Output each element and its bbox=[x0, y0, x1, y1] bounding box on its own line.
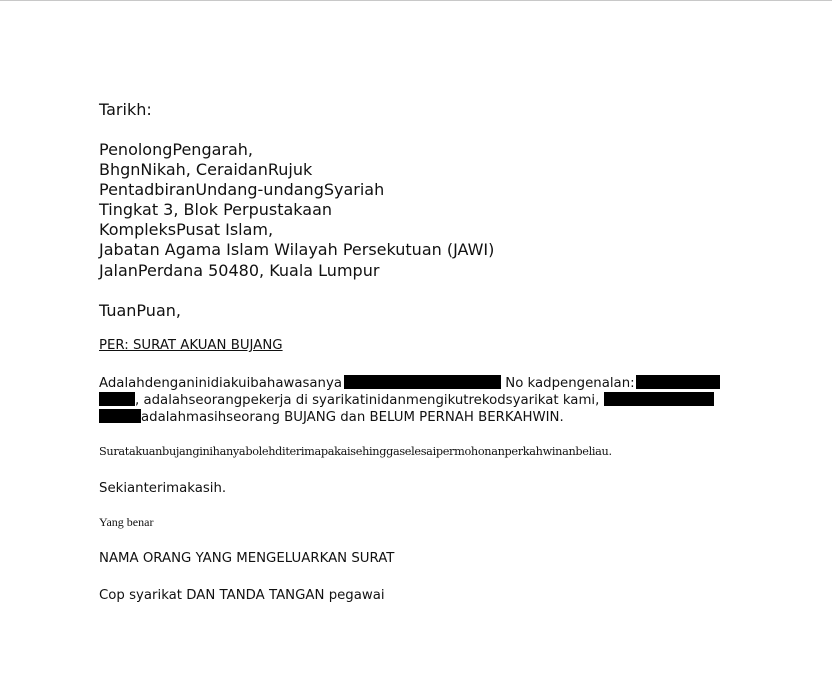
declaration-line-3 bbox=[99, 409, 564, 425]
subject-line: PER: SURAT AKUAN BUJANG bbox=[99, 338, 283, 353]
signer-name: NAMA ORANG YANG MENGELUARKAN SURAT bbox=[99, 551, 395, 566]
recipient-line: PentadbiranUndang-undangSyariah bbox=[99, 180, 385, 199]
validity-note: Suratakuanbujanginihanyabolehditerimapakaisehinggaselesaipermohonanperkahwinanbeliau. bbox=[99, 445, 612, 458]
sign-off: Yang benar bbox=[99, 515, 154, 529]
redacted-employee-name bbox=[604, 392, 714, 406]
employment-text: , adalahseorangpekerja di syarikatinidanmengikutrekodsyarikat kami, bbox=[135, 393, 604, 408]
redacted-ic-number bbox=[636, 375, 720, 389]
redacted-employee-name-cont bbox=[99, 409, 141, 423]
closing: Sekianterimakasih. bbox=[99, 481, 227, 496]
recipient-line: Tingkat 3, Blok Perpustakaan bbox=[99, 200, 333, 219]
declaration-text: Adalahdenganinidiakuibahawasanya bbox=[99, 376, 343, 391]
declaration-line-1 bbox=[99, 375, 720, 391]
recipient-line: PenolongPengarah, bbox=[99, 140, 254, 159]
recipient-line: KompleksPusat Islam, bbox=[99, 220, 274, 239]
declaration-line-2 bbox=[99, 392, 714, 408]
redacted-name bbox=[344, 375, 501, 389]
date-label: Tarikh: bbox=[99, 100, 152, 119]
redacted-ic-number-cont bbox=[99, 392, 135, 406]
page-top-border bbox=[0, 0, 832, 1]
recipient-line: JalanPerdana 50480, Kuala Lumpur bbox=[99, 261, 380, 280]
marital-status-text: adalahmasihseorang BUJANG dan BELUM PERNAH BERKAHWIN. bbox=[141, 410, 564, 425]
stamp-signature-line: Cop syarikat DAN TANDA TANGAN pegawai bbox=[99, 588, 385, 603]
ic-label: No kadpengenalan: bbox=[501, 376, 635, 391]
salutation: TuanPuan, bbox=[99, 301, 181, 320]
recipient-line: Jabatan Agama Islam Wilayah Persekutuan (JAWI) bbox=[99, 240, 495, 259]
recipient-line: BhgnNikah, CeraidanRujuk bbox=[99, 160, 313, 179]
